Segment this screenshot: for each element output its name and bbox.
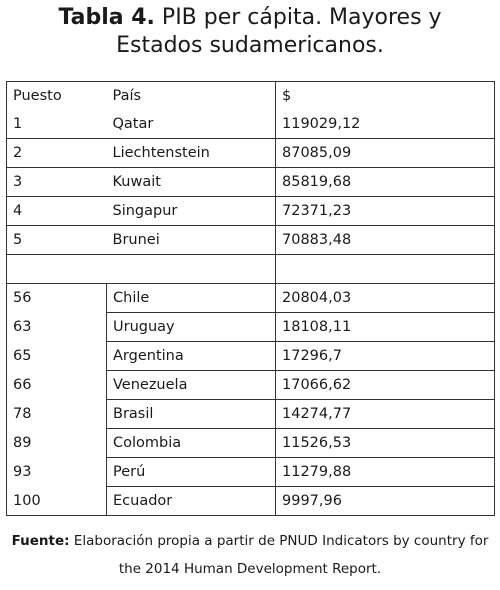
country-cell: Liechtenstein: [107, 139, 276, 168]
source-text-1: Elaboración propia a partir de PNUD Indicators by country for: [73, 533, 489, 549]
country-cell: Uruguay: [107, 313, 276, 342]
country-cell: Argentina: [107, 342, 276, 371]
rank-cell: 66: [7, 371, 107, 400]
header-country: País: [107, 82, 276, 111]
source-label: Fuente:: [11, 533, 70, 549]
value-cell: 20804,03: [276, 284, 495, 313]
table-row: [7, 139, 495, 168]
country-cell: Perú: [107, 458, 276, 487]
table-row: [7, 226, 495, 255]
table-row: [7, 487, 495, 516]
table-row: [7, 458, 495, 487]
source-line-2: the 2014 Human Development Report.: [118, 561, 382, 577]
value-cell: 85819,68: [276, 168, 495, 197]
rank-cell: 78: [7, 400, 107, 429]
rank-cell: 4: [7, 197, 107, 226]
rank-cell: 3: [7, 168, 107, 197]
source-note: [0, 527, 500, 583]
table-row: [7, 313, 495, 342]
separator-cell: [276, 255, 495, 284]
value-cell: 18108,11: [276, 313, 495, 342]
country-cell: Kuwait: [107, 168, 276, 197]
value-cell: 72371,23: [276, 197, 495, 226]
table-header-row: [7, 82, 495, 111]
rank-cell: 93: [7, 458, 107, 487]
value-cell: 70883,48: [276, 226, 495, 255]
table-row: [7, 284, 495, 313]
rank-cell: 5: [7, 226, 107, 255]
rank-cell: 56: [7, 284, 107, 313]
caption-line-2: Estados sudamericanos.: [116, 33, 384, 58]
table-row: [7, 197, 495, 226]
value-cell: 17066,62: [276, 371, 495, 400]
value-cell: 87085,09: [276, 139, 495, 168]
table-row: [7, 371, 495, 400]
value-cell: 9997,96: [276, 487, 495, 516]
value-cell: 14274,77: [276, 400, 495, 429]
table-row: [7, 400, 495, 429]
table-caption: [0, 4, 500, 60]
table-row: [7, 342, 495, 371]
rank-cell: 63: [7, 313, 107, 342]
value-cell: 119029,12: [276, 110, 495, 139]
caption-line-1: [0, 4, 500, 32]
country-cell: Ecuador: [107, 487, 276, 516]
caption-title-1: PIB per cápita. Mayores y: [161, 5, 442, 30]
rank-cell: 1: [7, 110, 107, 139]
header-value: $: [276, 82, 495, 111]
value-cell: 11526,53: [276, 429, 495, 458]
country-cell: Colombia: [107, 429, 276, 458]
country-cell: Qatar: [112, 116, 154, 132]
table-row: [7, 110, 495, 139]
source-line-1: [0, 527, 500, 555]
rank-cell: 65: [7, 342, 107, 371]
separator-row: [7, 255, 495, 284]
country-cell: Brasil: [107, 400, 276, 429]
country-cell: Brunei: [107, 226, 276, 255]
rank-cell: 100: [7, 487, 107, 516]
header-rank: Puesto: [7, 82, 107, 111]
gdp-per-capita-table: [6, 81, 495, 516]
country-cell: Singapur: [107, 197, 276, 226]
rank-cell: 2: [7, 139, 107, 168]
separator-cell: [7, 255, 276, 284]
country-cell: Chile: [107, 284, 276, 313]
value-cell: 11279,88: [276, 458, 495, 487]
value-cell: 17296,7: [276, 342, 495, 371]
table-row: [7, 168, 495, 197]
country-cell: Venezuela: [107, 371, 276, 400]
table-row: [7, 429, 495, 458]
rank-cell: 89: [7, 429, 107, 458]
caption-label: Tabla 4.: [58, 5, 155, 30]
